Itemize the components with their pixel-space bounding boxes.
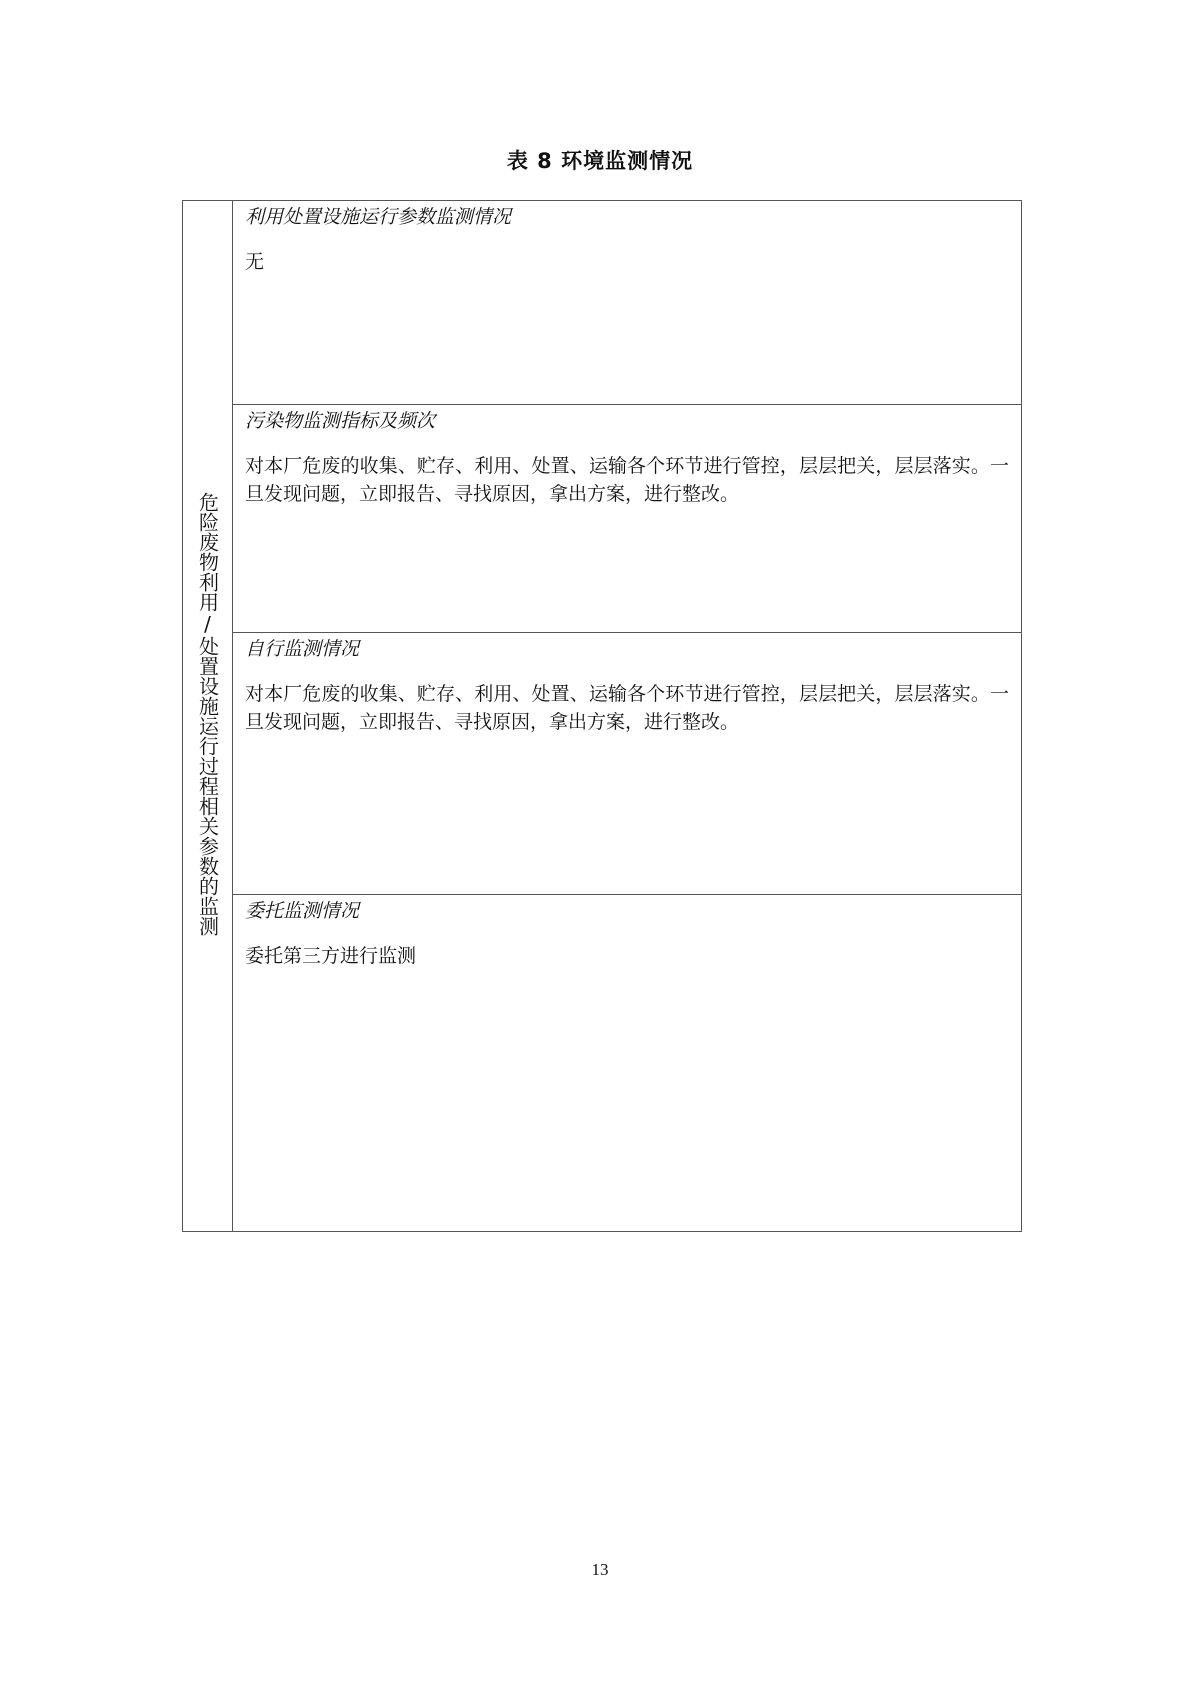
table-row bbox=[183, 405, 1022, 633]
section-body-entrusted-monitoring: 委托第三方进行监测 bbox=[245, 945, 417, 967]
page-number: 13 bbox=[591, 1560, 609, 1579]
section-cell bbox=[233, 633, 1022, 895]
section-body-self-monitoring: 对本厂危废的收集、贮存、利用、处置、运输各个环节进行管控，层层把关，层层落实。一旦发现问题，立即报告、寻找原因，拿出方案，进行整改。 bbox=[245, 683, 1009, 733]
section-heading-facility-params: 利用处置设施运行参数监测情况 bbox=[245, 206, 512, 228]
section-cell bbox=[233, 895, 1022, 1232]
section-cell bbox=[233, 405, 1022, 633]
section-heading-pollutant-indicators: 污染物监测指标及频次 bbox=[245, 410, 436, 432]
section-heading-self-monitoring: 自行监测情况 bbox=[245, 638, 360, 660]
page-title: 表 8 环境监测情况 bbox=[506, 149, 694, 173]
environmental-monitoring-table bbox=[182, 200, 1022, 1232]
table-row bbox=[183, 895, 1022, 1232]
section-heading-entrusted-monitoring: 委托监测情况 bbox=[245, 900, 360, 922]
table-row bbox=[183, 201, 1022, 405]
section-cell bbox=[233, 201, 1022, 405]
side-label-cell bbox=[183, 201, 233, 1232]
section-body-pollutant-indicators: 对本厂危废的收集、贮存、利用、处置、运输各个环节进行管控，层层把关，层层落实。一旦发现问题，立即报告、寻找原因，拿出方案，进行整改。 bbox=[245, 455, 1009, 505]
side-label: 危险废物利用/处置设施运行过程相关参数的监测 bbox=[195, 492, 220, 936]
table-row bbox=[183, 633, 1022, 895]
section-body-facility-params: 无 bbox=[245, 251, 265, 273]
